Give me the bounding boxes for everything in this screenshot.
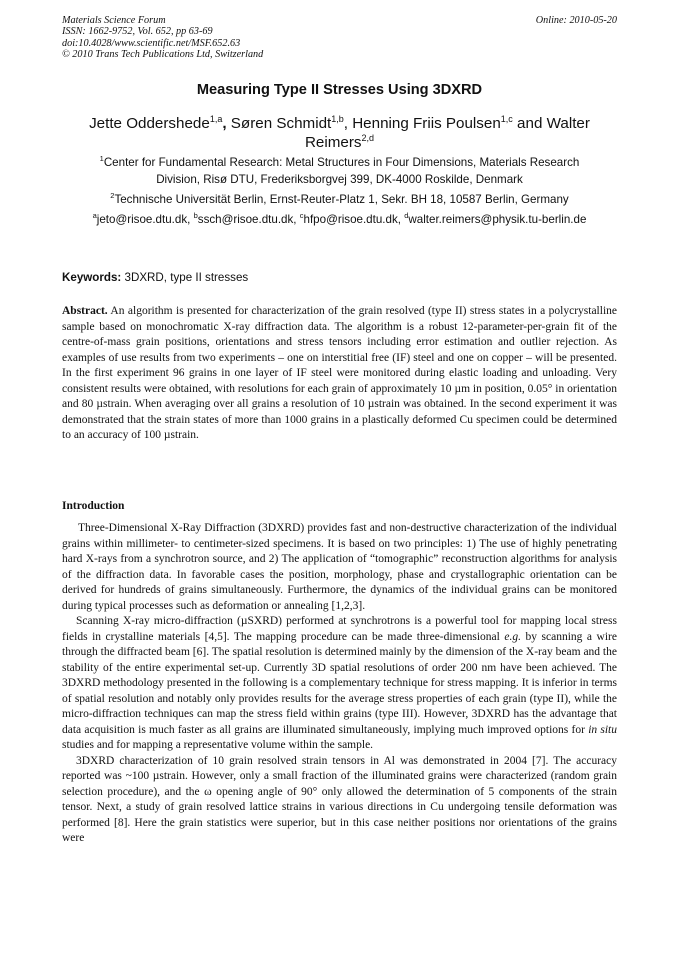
author-name: Søren Schmidt — [230, 115, 332, 132]
online-date: Online: 2010-05-20 — [535, 15, 617, 26]
paragraph-text: by scanning a wire through the diffracted beam [6]. The spatial resolution is determined mainly by the dimension of the X-ray beam and the stability of the entire experimental set-up. Currently 3D spatial resolutions of order 200 nm have been achieved. The 3DXRD methodology presented in the following is a complementary technique for stress mapping. It is inferior in terms of spatial resolution and notably only provides results for the average stress properties of each grain (type II), while the micro-diffraction techniques can map the stress field within grains (type III). However, 3DXRD has the advantage that data acquisition is much faster as all grains are illuminated simultaneously, implying much improved options for — [62, 630, 617, 736]
email-sup: b — [193, 211, 198, 221]
intro-paragraph-2 — [62, 614, 617, 754]
author-list: Jette Oddershede$^{1,a}$, Søren Schmidt$^{1,b}$, Henning Friis Poulsen$^{1,c}$ and Walter Reimers$^{2,d}$ — [89, 113, 590, 151]
author-sup: 1,c — [500, 113, 513, 124]
email-link: ssch@risoe.dtu.dk, — [197, 213, 300, 226]
abstract-text: An algorithm is presented for characterization of the grain resolved (type II) stress states in a polycrystalline sample based on monochromatic X-ray diffraction data. The algorithm is a robust 12-parameter-per-grain fit of the centre-of-mass grain positions, orientations and stress tensors including error estimation and outlier rejection. As examples of use results from two experiments – one on interstitial free (IF) steel and one on copper – will be presented. In the first experiment 96 grains in one layer of IF steel were monitored during elastic loading and unloading. Very consistent results were obtained, with resolutions for each grain of approximately 10 µm in position, 0.05° in orientation and 80 µstrain. When averaging over all grains a resolution of 10 µstrain was obtained. In the second experiment it was demonstrated that the strain states of more than 1000 grains in a plastically deformed Cu specimen could be determined to an accuracy of 100 µstrain. — [62, 305, 617, 441]
affiliation-sup: 2 — [110, 191, 115, 201]
author-name: Reimers — [304, 134, 362, 151]
journal-name: Materials Science Forum — [62, 15, 166, 26]
author-name: Henning Friis Poulsen — [352, 115, 501, 132]
paragraph-text: Scanning X-ray micro-diffraction (µSXRD) performed at synchrotrons is a powerful tool for mapping local stress fields in crystalline materials [4,5]. The mapping procedure can be made three-dimensional — [62, 615, 617, 643]
keywords-text: 3DXRD, type II stresses — [121, 271, 249, 284]
journal-doi: doi:10.4028/www.scientific.net/MSF.652.63 — [62, 37, 241, 49]
author-conjunction: and Walter — [517, 115, 590, 132]
affiliation-line: Division, Risø DTU, Frederiksborgvej 399, DK-4000 Roskilde, Denmark — [156, 172, 523, 186]
paragraph-italic: in situ — [588, 723, 617, 736]
keywords — [62, 271, 248, 284]
author-sup: 1,b — [331, 113, 344, 124]
abstract — [62, 304, 617, 444]
email-sup: c — [299, 211, 304, 221]
journal-copyright: © 2010 Trans Tech Publications Ltd, Switzerland — [62, 49, 264, 61]
journal-header — [62, 15, 617, 61]
author-sup: 2,d — [361, 132, 375, 143]
intro-paragraph-1: Three-Dimensional X-Ray Diffraction (3DXRD) provides fast and non-destructive characterization of the individual grains within millimeter- to centimeter-sized specimens. It is based on two principles: 1) The use of highly penetrating hard X-rays from a synchrotron source, and 2) The application of “tomographic” reconstruction algorithms for analysis of the diffraction data. In favorable cases the position, morphology, phase and crystallographic orientation can be derived for hundreds of grains simultaneously. Furthermore, the dynamics of the individual grains can be monitored during typical processes such as deformation or annealing [1,2,3]. — [62, 522, 617, 612]
affiliation-line: Technische Universität Berlin, Ernst-Reuter-Platz 1, Sekr. BH 18, 10587 Berlin, Germany — [114, 193, 569, 206]
author-sup: 1,a — [209, 113, 223, 124]
introduction-body — [62, 521, 617, 847]
paragraph-italic: e.g. — [504, 630, 521, 643]
email-link: hfpo@risoe.dtu.dk, — [303, 213, 405, 226]
affiliation-2 — [62, 192, 617, 209]
author-name: Jette Oddershede — [89, 115, 210, 132]
paragraph-text: studies and for mapping a representative volume within the sample. — [62, 739, 374, 751]
email-link: jeto@risoe.dtu.dk, — [96, 213, 194, 226]
intro-paragraph-3: 3DXRD characterization of 10 grain resolved strain tensors in Al was demonstrated in 2004 [7]. The accuracy reported was ~100 µstrain. However, only a small fraction of the illuminated grains were characterized (random grain selection procedure), and the ω opening angle of 90° only allowed the determination of 5 components of the strain tensor. Next, a study of grain resolved lattice strains in various directions in Cu undergoing tensile deformation was performed [8]. Here the grain statistics were superior, but in this case neither positions nor orientations of the grains were — [62, 754, 617, 844]
email-link: walter.reimers@physik.tu-berlin.de — [408, 213, 587, 226]
author-emails — [62, 212, 617, 229]
affiliation-line: Center for Fundamental Research: Metal Structures in Four Dimensions, Materials Research — [103, 156, 580, 169]
journal-issn: ISSN: 1662-9752, Vol. 652, pp 63-69 — [62, 26, 213, 38]
section-heading-introduction: Introduction — [62, 500, 125, 512]
email-sup: d — [404, 211, 409, 221]
affiliation-1 — [62, 155, 617, 188]
affiliation-sup: 1 — [99, 154, 104, 164]
keywords-label: Keywords: — [62, 271, 122, 284]
email-sup: a — [92, 211, 97, 221]
paper-title: Measuring Type II Stresses Using 3DXRD — [196, 82, 483, 98]
abstract-label: Abstract. — [62, 305, 108, 317]
